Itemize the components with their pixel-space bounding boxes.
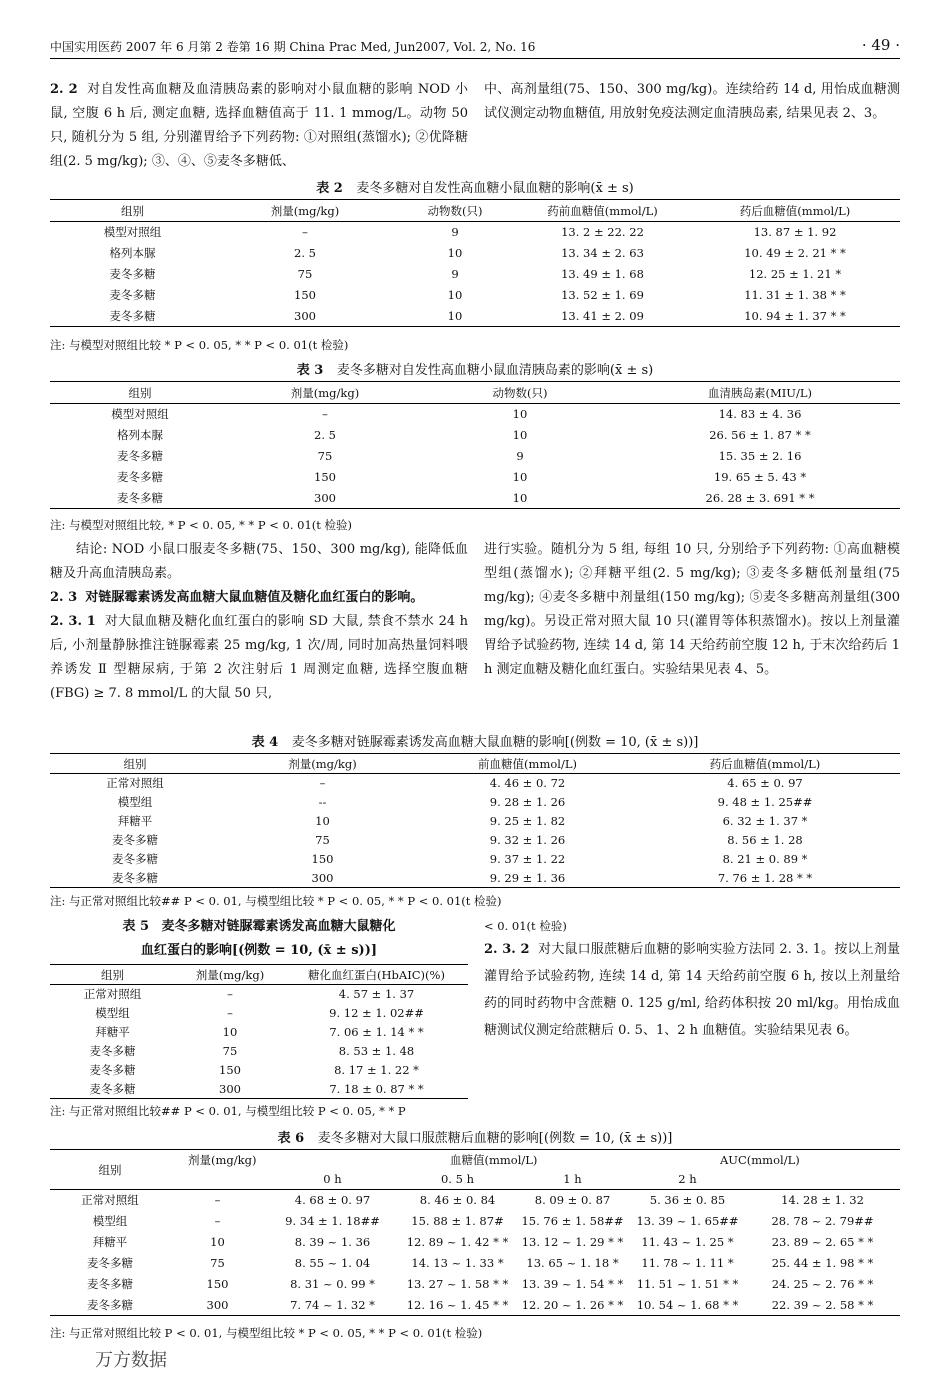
cell: 麦冬多糖 <box>89 1063 136 1077</box>
cell: 11. 51 ~ 1. 51 * * <box>636 1277 739 1291</box>
cell: 75 <box>297 267 313 281</box>
th-glucose: 血糖值(mmol/L) <box>450 1152 538 1167</box>
cell: 150 <box>314 470 336 484</box>
cell: 13. 41 ± 2. 09 <box>561 308 644 323</box>
table-row <box>50 1295 900 1316</box>
table5 <box>50 964 468 1099</box>
th-blank <box>170 1170 265 1190</box>
mid-right-column <box>484 538 900 682</box>
cell: 9 <box>451 225 459 240</box>
section-number: 2. 3. 1 <box>50 614 96 629</box>
table-row <box>50 467 900 488</box>
th-group: 组别 <box>121 203 144 218</box>
cell: 24. 25 ~ 2. 76 * * <box>771 1277 874 1291</box>
cell: – <box>319 776 326 791</box>
table3-caption <box>50 359 900 378</box>
cell: 麦冬多糖 <box>87 1277 133 1291</box>
table4-caption <box>50 731 900 750</box>
table-row <box>50 869 900 888</box>
cell: 8. 55 ~ 1. 04 <box>294 1256 371 1270</box>
cell: 9 <box>451 267 459 281</box>
cell: 拜糖平 <box>92 1235 128 1249</box>
table-row <box>50 264 900 285</box>
section-text: 对自发性高血糖及血清胰岛素的影响对小鼠血糖的影响 NOD 小鼠, 空腹 6 h 后, 测定血糖, 选择血糖值高于 11. 1 mmog/L。动物 50 只, 随机分为 5 组, 分别灌胃给予下列药物: ①对照组(蒸馏水); ②优降糖组(2. 5 mg/kg); ③、④、⑤麦冬多糖低、 <box>50 82 468 169</box>
section-number: 2. 3 <box>50 590 78 605</box>
cell: 10. 49 ± 2. 21 * * <box>744 246 846 260</box>
cell: 26. 56 ± 1. 87 * * <box>709 428 811 442</box>
cell: 格列本脲 <box>109 246 156 260</box>
cell: 22. 39 ~ 2. 58 * * <box>771 1297 874 1312</box>
cell: 麦冬多糖 <box>89 1081 136 1096</box>
cell: 11. 31 ± 1. 38 * * <box>744 288 846 302</box>
cell: 模型组 <box>95 1006 130 1020</box>
table-row <box>50 1232 900 1253</box>
cell: 7. 06 ± 1. 14 * * <box>329 1025 424 1039</box>
cell: 9. 37 ± 1. 22 <box>489 852 566 866</box>
table-title: 麦冬多糖对自发性高血糖小鼠血清胰岛素的影响(x̄ ± s) <box>336 363 654 378</box>
cell: 300 <box>219 1081 241 1096</box>
cell: 12. 25 ± 1. 21 * <box>748 267 842 281</box>
cell: 9. 28 ± 1. 26 <box>489 795 566 809</box>
cell: 4. 68 ± 0. 97 <box>294 1193 371 1208</box>
cell: 300 <box>206 1297 229 1312</box>
section-number: 2. 2 <box>50 82 78 97</box>
mid-left-column <box>50 538 468 706</box>
cell: 9. 12 ± 1. 02## <box>329 1006 424 1020</box>
cell: 15. 76 ± 1. 58## <box>521 1214 624 1228</box>
table2-note: 注: 与模型对照组比较 * P < 0. 05, * * P < 0. 01(t 检验) <box>50 338 349 352</box>
table-row <box>50 285 900 306</box>
table6 <box>50 1149 900 1316</box>
table-row <box>50 831 900 850</box>
section-2-2-left <box>50 78 468 174</box>
cell: 13. 2 ± 22. 22 <box>561 225 644 240</box>
th-auc: AUC(mmol/L) <box>720 1152 800 1167</box>
table-number: 表 5 <box>122 919 150 934</box>
table4-note: 注: 与正常对照组比较## P < 0. 01, 与模型组比较 * P < 0. 05, * * P < 0. 01(t 检验) <box>50 894 502 908</box>
cell: 麦冬多糖 <box>109 288 156 302</box>
cell: 10 <box>447 308 463 323</box>
table-row <box>50 488 900 509</box>
cell: 13. 65 ~ 1. 18 * <box>526 1256 619 1270</box>
cell: 9. 34 ± 1. 18## <box>285 1214 380 1228</box>
cell: 4. 65 ± 0. 97 <box>727 776 803 791</box>
table-row <box>50 1004 468 1023</box>
table-title: 麦冬多糖对链脲霉素诱发高血糖大鼠血糖的影响[(例数 = 10, (x̄ ± s))] <box>291 735 699 750</box>
table2-caption <box>50 177 900 196</box>
cell: 麦冬多糖 <box>109 308 156 323</box>
th-animals: 动物数(只) <box>427 203 483 218</box>
cell: 150 <box>311 852 334 866</box>
cell: 正常对照组 <box>81 1193 139 1208</box>
cell: 13. 39 ~ 1. 65## <box>636 1214 739 1228</box>
table-row <box>50 1190 900 1211</box>
table3 <box>50 381 900 509</box>
cell: -- <box>318 795 327 809</box>
cell: 300 <box>294 308 316 323</box>
table-row <box>50 243 900 264</box>
cell: 15. 88 ± 1. 87# <box>411 1214 504 1228</box>
cell: 10 <box>210 1235 225 1249</box>
cell: 8. 17 ± 1. 22 * <box>334 1063 419 1077</box>
cell: 14. 83 ± 4. 36 <box>718 407 802 422</box>
th-time-0-5h: 0. 5 h <box>440 1172 474 1187</box>
cell: 10 <box>315 814 330 828</box>
table6-note: 注: 与正常对照组比较 P < 0. 01, 与模型组比较 * P < 0. 05, * * P < 0. 01(t 检验) <box>50 1326 483 1340</box>
th-time-1h: 1 h <box>563 1172 582 1187</box>
cell: 麦冬多糖 <box>112 852 158 866</box>
table-row <box>50 425 900 446</box>
cell: 10 <box>512 470 528 484</box>
cell: 9. 29 ± 1. 36 <box>489 870 566 885</box>
cell: 13. 34 ± 2. 63 <box>561 246 644 260</box>
cell: 28. 78 ~ 2. 79## <box>771 1214 874 1228</box>
th-dose: 剂量(mg/kg) <box>288 756 357 771</box>
cell: – <box>227 987 233 1002</box>
table-row <box>50 446 900 467</box>
section-2-2-right <box>484 78 900 126</box>
cell: 9. 25 ± 1. 82 <box>489 814 566 828</box>
table-row <box>50 812 900 831</box>
section-2-3-2 <box>484 936 900 1044</box>
cell: 8. 53 ± 1. 48 <box>338 1044 415 1058</box>
cell: 8. 21 ± 0. 89 * <box>722 852 808 866</box>
th-time-2h: 2 h <box>678 1172 697 1187</box>
cell: – <box>214 1214 221 1228</box>
th-blank <box>745 1170 900 1190</box>
cell: 模型对照组 <box>103 225 162 240</box>
cell: 麦冬多糖 <box>87 1297 133 1312</box>
cell: 麦冬多糖 <box>89 1044 136 1058</box>
table-title-line1: 麦冬多糖对链脲霉素诱发高血糖大鼠糖化 <box>161 919 396 934</box>
cell: 13. 12 ~ 1. 29 * * <box>521 1235 624 1249</box>
cell: 13. 52 ± 1. 69 <box>561 288 644 302</box>
th-dose: 剂量(mg/kg) <box>270 203 340 218</box>
cell: – <box>214 1193 221 1208</box>
table-row <box>50 774 900 793</box>
cell: 6. 32 ± 1. 37 * <box>722 814 808 828</box>
watermark: 万方数据 <box>95 1350 167 1371</box>
table2 <box>50 199 900 327</box>
table-row <box>50 404 900 425</box>
cell: 4. 57 ± 1. 37 <box>338 987 415 1002</box>
cell: 10 <box>447 246 463 260</box>
cell: 8. 46 ± 0. 84 <box>419 1193 496 1208</box>
section-text: 对大鼠血糖及糖化血红蛋白的影响 SD 大鼠, 禁食不禁水 24 h 后, 小剂量静脉推注链脲霉素 25 mg/kg, 1 次/周, 同时加高热量饲料喂养诱发 Ⅱ 型糖尿病, 于第 2 次注射后 1 周测定血糖, 选择空腹血糖(FBG) ≥ 7. 8 mmol/L 的大鼠 50 只, <box>50 614 468 701</box>
th-insulin: 血清胰岛素(MIU/L) <box>708 385 812 400</box>
cell: 麦冬多糖 <box>112 833 158 847</box>
cell: 正常对照组 <box>83 987 142 1002</box>
cell: 2. 5 <box>314 428 336 442</box>
cell: 麦冬多糖 <box>87 1256 133 1270</box>
section-text: 对大鼠口服蔗糖后血糖的影响实验方法同 2. 3. 1。按以上剂量灌胃给予试验药物, 连续 14 d, 第 14 天给药前空腹 6 h, 按以上剂量给药的同时药物中含蔗糖 0. 125 g/ml, 给药体积按 20 ml/kg。用怡成血糖测试仪测定给蔗糖后 0. 5、1、2 h 血糖值。实验结果见表 6。 <box>484 942 900 1038</box>
table-title: 麦冬多糖对自发性高血糖小鼠血糖的影响(x̄ ± s) <box>356 181 634 196</box>
page-number: · 49 · <box>861 36 900 54</box>
table4 <box>50 753 900 888</box>
cell: 7. 18 ± 0. 87 * * <box>329 1081 424 1096</box>
cell: 10. 94 ± 1. 37 * * <box>744 308 846 323</box>
cell: 75 <box>317 449 333 463</box>
cell: 格列本脲 <box>117 428 163 442</box>
table5-note-continuation: < 0. 01(t 检验) <box>484 919 567 933</box>
cell: 19. 65 ± 5. 43 * <box>713 470 807 484</box>
cell: 7. 74 ~ 1. 32 * <box>290 1297 375 1312</box>
th-hba1c: 糖化血红蛋白(HbAIC)(%) <box>308 967 445 982</box>
table5-note: 注: 与正常对照组比较## P < 0. 01, 与模型组比较 P < 0. 05, * * P <box>50 1104 406 1118</box>
cell: 14. 13 ~ 1. 33 * <box>411 1256 504 1270</box>
cell: 11. 78 ~ 1. 11 * <box>641 1256 734 1270</box>
cell: 麦冬多糖 <box>112 870 158 885</box>
table-title-line2: 血红蛋白的影响[(例数 = 10, (x̄ ± s))] <box>140 943 377 958</box>
th-group: 组别 <box>101 967 124 982</box>
cell: – <box>227 1006 233 1020</box>
section-number: 2. 3. 2 <box>484 942 530 957</box>
cell: 13. 27 ~ 1. 58 * * <box>406 1277 509 1291</box>
cell: 5. 36 ± 0. 85 <box>649 1193 726 1208</box>
cell: 麦冬多糖 <box>109 267 156 281</box>
table5-caption <box>50 915 468 963</box>
cell: 12. 16 ~ 1. 45 * * <box>406 1297 509 1312</box>
cell: 模型组 <box>92 1214 128 1228</box>
table-row <box>50 1042 468 1061</box>
table-row <box>50 222 900 243</box>
cell: 8. 31 ~ 0. 99 * <box>290 1277 375 1291</box>
table-number: 表 2 <box>316 181 343 196</box>
cell: 300 <box>311 870 334 885</box>
cell: 13. 39 ~ 1. 54 * * <box>521 1277 624 1291</box>
table-row <box>50 850 900 869</box>
cell: 拜糖平 <box>95 1025 130 1039</box>
table-row <box>50 1253 900 1274</box>
cell: 14. 28 ± 1. 32 <box>781 1193 864 1208</box>
cell: 麦冬多糖 <box>117 449 163 463</box>
journal-citation: 中国实用医药 2007 年 6 月第 2 卷第 16 期 China Prac Med, Jun2007, Vol. 2, No. 16 <box>50 40 536 54</box>
cell: 4. 46 ± 0. 72 <box>489 776 566 791</box>
cell: 150 <box>294 288 316 302</box>
running-header <box>50 38 900 59</box>
cell: 8. 56 ± 1. 28 <box>727 833 803 847</box>
th-pre: 前血糖值(mmol/L) <box>478 756 577 771</box>
th-dose: 剂量(mg/kg) <box>290 385 360 400</box>
cell: 拜糖平 <box>117 814 153 828</box>
th-group: 组别 <box>123 756 147 771</box>
section-text: 中、高剂量组(75、150、300 mg/kg)。连续给药 14 d, 用怡成血糖测试仪测定动物血糖值, 用放射免疫法测定血清胰岛素, 结果见表 2、3。 <box>484 82 900 121</box>
cell: 300 <box>314 490 336 505</box>
table-number: 表 6 <box>277 1131 305 1146</box>
th-group: 组别 <box>50 1150 170 1190</box>
table-row <box>50 1211 900 1232</box>
cell: 15. 35 ± 2. 16 <box>718 449 802 463</box>
cell: – <box>302 225 308 240</box>
conclusion-text: 结论: NOD 小鼠口服麦冬多糖(75、150、300 mg/kg), 能降低血糖及升高血清胰岛素。 <box>50 542 468 581</box>
cell: 12. 20 ~ 1. 26 * * <box>521 1297 624 1312</box>
table-number: 表 4 <box>251 735 279 750</box>
cell: 10 <box>222 1025 238 1039</box>
th-pre: 药前血糖值(mmol/L) <box>547 203 658 218</box>
th-post: 药后血糖值(mmol/L) <box>709 756 821 771</box>
table-row <box>50 1080 468 1099</box>
cell: 麦冬多糖 <box>117 490 163 505</box>
th-dose: 剂量(mg/kg) <box>195 967 265 982</box>
cell: 150 <box>219 1063 241 1077</box>
cell: 模型组 <box>117 795 153 809</box>
cell: 8. 39 ~ 1. 36 <box>294 1235 371 1249</box>
cell: 7. 76 ± 1. 28 * * <box>717 870 813 885</box>
cell: 模型对照组 <box>111 407 169 422</box>
th-post: 药后血糖值(mmol/L) <box>739 203 851 218</box>
cell: – <box>322 407 328 422</box>
table-row <box>50 793 900 812</box>
table-number: 表 3 <box>296 363 324 378</box>
cell: 正常对照组 <box>106 776 164 791</box>
cell: 2. 5 <box>294 246 316 260</box>
table-row <box>50 1061 468 1080</box>
cell: 13. 49 ± 1. 68 <box>561 267 644 281</box>
table-row <box>50 1023 468 1042</box>
table3-note: 注: 与模型对照组比较, * P < 0. 05, * * P < 0. 01(t 检验) <box>50 518 353 532</box>
table6-caption <box>50 1127 900 1146</box>
cell: 13. 87 ± 1. 92 <box>753 225 837 240</box>
cell: 26. 28 ± 3. 691 * * <box>705 490 815 505</box>
cell: 11. 43 ~ 1. 25 * <box>641 1235 734 1249</box>
section-text: 进行实验。随机分为 5 组, 每组 10 只, 分别给予下列药物: ①高血糖模型组(蒸馏水); ②拜糖平组(2. 5 mg/kg); ③麦冬多糖低剂量组(75 mg/kg); ④麦冬多糖中剂量组(150 mg/kg); ⑤麦冬多糖高剂量组(300 mg/kg)。另设正常对照大鼠 10 只(灌胃等体积蒸馏水)。按以上剂量灌胃给予试验药物, 连续 14 d, 第 14 天给药前空腹 12 h, 于末次给药后 1 h 测定血糖及糖化血红蛋白。实验结果见表 4、5。 <box>484 542 900 677</box>
cell: 12. 89 ~ 1. 42 * * <box>406 1235 509 1249</box>
table-title: 麦冬多糖对大鼠口服蔗糖后血糖的影响[(例数 = 10, (x̄ ± s))] <box>317 1131 673 1146</box>
th-time-0h: 0 h <box>323 1172 342 1187</box>
cell: 10 <box>512 490 528 505</box>
th-group: 组别 <box>128 385 152 400</box>
cell: 75 <box>315 833 330 847</box>
cell: 8. 09 ± 0. 87 <box>534 1193 611 1208</box>
cell: 75 <box>222 1044 238 1058</box>
table-row <box>50 306 900 327</box>
cell: 75 <box>210 1256 225 1270</box>
cell: 10. 54 ~ 1. 68 * * <box>636 1297 739 1312</box>
cell: 150 <box>206 1277 229 1291</box>
cell: 10 <box>447 288 463 302</box>
table-row <box>50 985 468 1004</box>
table-row <box>50 1274 900 1295</box>
cell: 23. 89 ~ 2. 65 * * <box>771 1235 874 1249</box>
cell: 10 <box>512 428 528 442</box>
cell: 9 <box>516 449 524 463</box>
cell: 25. 44 ± 1. 98 * * <box>771 1256 874 1270</box>
cell: 9. 32 ± 1. 26 <box>489 833 566 847</box>
cell: 10 <box>512 407 528 422</box>
th-animals: 动物数(只) <box>492 385 548 400</box>
cell: 9. 48 ± 1. 25## <box>717 795 813 809</box>
cell: 麦冬多糖 <box>117 470 163 484</box>
section-2-3-1 <box>50 610 468 706</box>
section-2-3 <box>50 586 468 610</box>
section-title: 对链脲霉素诱发高血糖大鼠血糖值及糖化血红蛋白的影响。 <box>85 590 424 605</box>
th-dose: 剂量(mg/kg) <box>188 1152 257 1167</box>
